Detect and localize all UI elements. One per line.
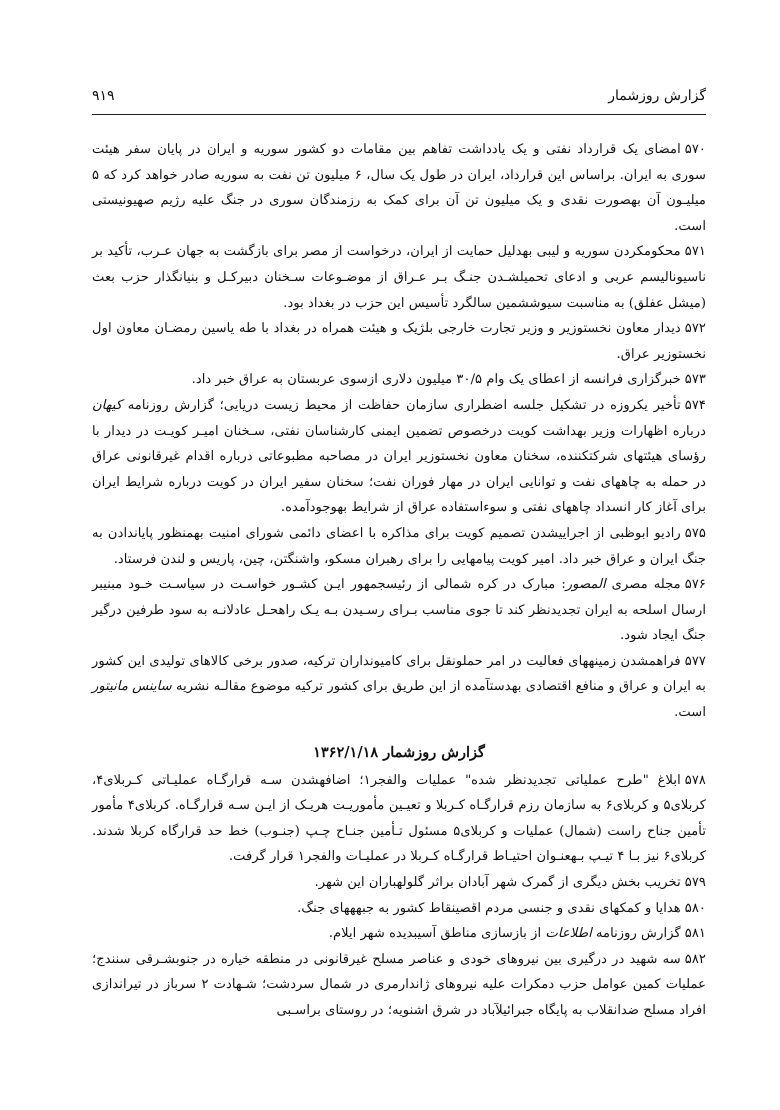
entry-number: ۵۷۷ bbox=[684, 653, 706, 669]
newspaper-name: اطلاعات bbox=[545, 926, 592, 942]
entry-number: ۵۷۶ bbox=[684, 577, 706, 593]
entry-text: گزارش روزنامه bbox=[591, 926, 681, 942]
entry-number: ۵۷۸ bbox=[684, 772, 706, 788]
entry-number: ۵۸۱ bbox=[684, 926, 706, 942]
section-title: گزارش روزشمار ۱۳۶۲/۱/۱۸ bbox=[313, 743, 485, 761]
chronology-entry bbox=[92, 316, 706, 367]
entry-number: ۵۷۳ bbox=[684, 372, 706, 388]
book-page bbox=[92, 88, 706, 1024]
entry-text: درباره اظهارات وزیر بهداشت کویت درخصوص تضمین ایمنی کارشناسان نفتی، سـخنان امیـر کویـت در دیدار با رؤسای هیئتهای شرکتکننده، سخنان معاون نخستوزیر ایران در مصاحبه مطبوعاتی درباره اقدام غیرقانونی عراق در حمله به چاههای نفت و توانایی ایران در مهار فوران نفت؛ سخنان سفیر ایران در کویت درباره شرایط ایران برای آغاز کار انسداد چاههای نفتی و سوءاستفاده عراق از شرایط بهوجودآمده. bbox=[92, 423, 706, 516]
entry-number: ۵۷۰ bbox=[684, 142, 706, 157]
running-header-title: گزارش روزشمار bbox=[608, 88, 706, 104]
entry-number: ۵۷۵ bbox=[684, 525, 706, 541]
entry-text: فراهمشدن زمینههای فعالیت در امر حملونقل برای کامیونداران ترکیه، صدور برخی کالاهای تولیدی این کشور به ایران و عراق و منافع اقتصادی بهدستآمده از این طریق برای کشور ترکیه موضوع مقالـه نشریه bbox=[92, 653, 706, 695]
entry-text: امضای یک قرارداد نفتی و یک یادداشت تفاهم بین مقامات دو کشور سوریه و ایران در پایان سفر هیئت سوری به ایران. براساس این قرارداد، ایران در طول یک سال، ۶ میلیون تن نفت به سوریه صادر خواهد کرد که ۵ میلیـون آن بهصورت نقدی و یک میلیون تن آن برای کمک به رزمندگان سوری در جنگ علیه رژیم صهیونیستی است. bbox=[92, 142, 706, 234]
entry-text: است. bbox=[674, 705, 706, 721]
entry-number: ۵۷۴ bbox=[684, 397, 706, 413]
chronology-entry bbox=[92, 137, 706, 239]
entry-number: ۵۸۰ bbox=[684, 900, 706, 916]
newspaper-name: کیهان bbox=[92, 397, 123, 413]
chronology-entry bbox=[92, 921, 706, 947]
entry-text: مجله مصری bbox=[605, 577, 681, 593]
chronology-entry bbox=[92, 367, 706, 393]
entry-text: هدایا و کمکهای نقدی و جنسی مردم اقصینقاط کشور به جبهههای جنگ. bbox=[297, 900, 681, 916]
chronology-entry bbox=[92, 896, 706, 922]
entry-text: محکومکردن سوریه و لیبی بهدلیل حمایت از ایران، درخواست از مصر برای بازگشت به جهان عـرب، تأکید بر ناسیونالیسم عربی و ادعای تحمیلشـدن جنـگ بـر عـراق از موضـوعات سـخنان دبیرکـل و بنیانگذار حزب بعث (میشل عفلق) به مناسبت سیوششمین سالگرد تأسیس این حزب در بغداد بود. bbox=[92, 244, 706, 311]
entry-text: : مبارک در کره شمالی از رئیسجمهور ایـن کشـور خواسـت در سیاسـت خـود مبنیبر ارسال اسلحه به ایران تجدیدنظر کند تا جوی مناسب بـرای رسـیدن بـه یـک راهحـل عادلانـه به سود طرفین درگیر جنگ ایجاد شود. bbox=[92, 577, 706, 644]
chronology-entry bbox=[92, 768, 706, 870]
running-header bbox=[92, 88, 706, 115]
chronology-entry bbox=[92, 572, 706, 649]
entry-text: سه شهید در درگیری بین نیروهای خودی و عناصر مسلح غیرقانونی در منطقه خیاره در جنوبشـرقی سنندج؛ عملیات کمین عوامل حزب دمکرات علیه نیروهای ژاندارمری در شمال سردشت؛ شـهادت ۲ سرباز در تیراندازی افراد مسلح ضدانقلاب به پایگاه جبرائیلآباد در شرق اشنویه؛ در روستای براسـبی bbox=[92, 951, 706, 1018]
chronology-entry bbox=[92, 870, 706, 896]
entry-text: تخریب بخش دیگری از گمرک شهر آبادان براثر گلولهباران این شهر. bbox=[314, 875, 681, 891]
entry-number: ۵۷۹ bbox=[684, 875, 706, 891]
entry-text: ابلاغ "طرح عملیاتی تجدیدنظر شده" عملیات والفجر۱؛ اضافهشدن سـه قرارگـاه عملیـاتی کـربلای۴، کربلای۵ و کربلای۶ به سازمان رزم قرارگـاه کـربلا و تعیـین مأموریـت هریـک از ایـن سـه قرارگـاه. کربلای۴ مأمور تأمین جناح راست (شمال) عملیات و کربلای۵ مسئول تـأمین جنـاح چـپ (جنـوب) خط حد قرارگاه کربلا شدند. کربلای۶ نیز بـا ۴ تیـپ بـهعنـوان احتیـاط قرارگـاه کـربلا در عملیـات والفجر۱ قرار گرفت. bbox=[92, 772, 706, 865]
entry-text: تأخیر یکروزه در تشکیل جلسه اضطراری سازمان حفاظت از محیط زیست دریایی؛ گزارش روزنامه bbox=[122, 397, 681, 413]
chronology-entry bbox=[92, 393, 706, 521]
entry-number: ۵۷۱ bbox=[684, 244, 706, 260]
publication-name: ساینس مانیتور bbox=[92, 679, 172, 695]
chronology-entry bbox=[92, 521, 706, 572]
entry-text: دیدار معاون نخستوزیر و وزیر تجارت خارجی بلژیک و هیئت همراه در بغداد با طه یاسین رمضـان معاون اول نخستوزیر عراق. bbox=[92, 321, 706, 362]
chronology-entry bbox=[92, 239, 706, 316]
entry-number: ۵۸۲ bbox=[684, 951, 706, 967]
page-number: ۹۱۹ bbox=[92, 88, 115, 104]
magazine-name: المصور bbox=[565, 577, 606, 593]
chronology-entry bbox=[92, 947, 706, 1024]
entry-text: رادیو ابوظبی از اجراییشدن تصمیم کویت برای مذاکره با اعضای دائمی شورای امنیت بهمنظور پایاندادن به جنگ ایران و عراق خبر داد. امیر کویت پیامهایی را برای رهبران مسکو، واشنگتن، چین، پاریس و لندن فرستاد. bbox=[92, 525, 706, 567]
entry-text: خبرگزاری فرانسه از اعطای یک وام ۳۰/۵ میلیون دلاری ازسوی عربستان به عراق خبر داد. bbox=[191, 372, 681, 388]
chronology-entry bbox=[92, 649, 706, 726]
entry-text: از بازسازی مناطق آسیبدیده شهر ایلام. bbox=[328, 926, 546, 942]
entry-number: ۵۷۲ bbox=[684, 321, 706, 337]
page-body bbox=[92, 137, 706, 1024]
